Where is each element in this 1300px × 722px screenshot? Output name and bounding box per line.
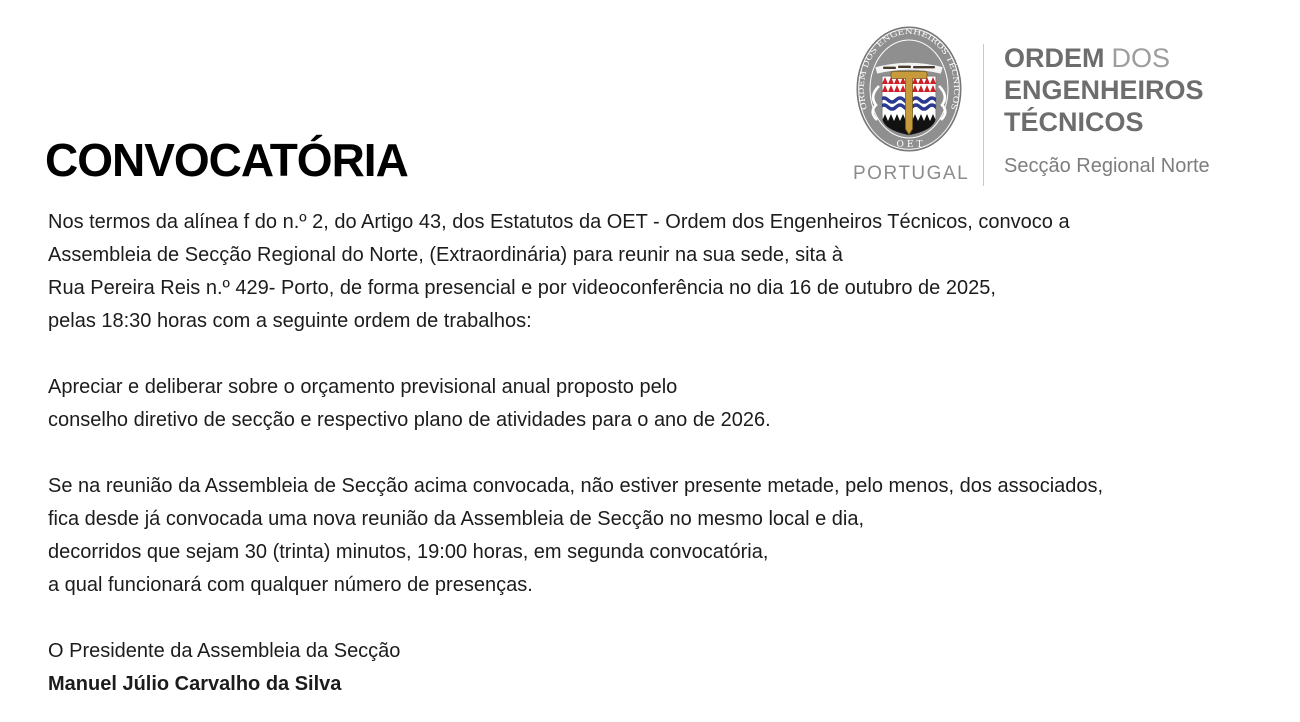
logo-divider xyxy=(983,44,984,186)
org-name-line-3: TÉCNICOS xyxy=(1004,107,1144,137)
org-logo xyxy=(853,26,1210,186)
org-name-line-2: ENGENHEIROS xyxy=(1004,75,1204,105)
body-line: conselho diretivo de secção e respectivo plano de atividades para o ano de 2026. xyxy=(48,409,771,431)
paragraph-2 xyxy=(48,371,1258,437)
paragraph-1 xyxy=(48,206,1258,338)
signature-name: Manuel Júlio Carvalho da Silva xyxy=(48,673,342,695)
org-name-light: DOS xyxy=(1111,43,1171,73)
org-seal-icon xyxy=(856,26,962,156)
body-line: Se na reunião da Assembleia de Secção acima convocada, não estiver presente metade, pelo menos, dos associados, xyxy=(48,475,1104,497)
org-name-block xyxy=(1004,26,1210,177)
signature-role: O Presidente da Assembleia da Secção xyxy=(48,640,401,662)
body-line: decorridos que sejam 30 (trinta) minutos, 19:00 horas, em segunda convocatória, xyxy=(48,541,769,563)
seal-acronym: OET xyxy=(896,140,926,150)
org-subtitle: Secção Regional Norte xyxy=(1004,155,1210,177)
seal-ring-text: ORDEM DOS ENGENHEIROS TÉCNICOS xyxy=(856,26,962,111)
body-line: fica desde já convocada uma nova reunião da Assembleia de Secção no mesmo local e dia, xyxy=(48,508,865,530)
body-line: Apreciar e deliberar sobre o orçamento previsional anual proposto pelo xyxy=(48,376,678,398)
body-line: pelas 18:30 horas com a seguinte ordem de trabalhos: xyxy=(48,310,532,332)
paragraph-3 xyxy=(48,470,1258,602)
seal-column xyxy=(853,26,970,185)
org-name-strong: ORDEM xyxy=(1004,43,1105,73)
document-body xyxy=(48,206,1258,701)
signature-block xyxy=(48,635,1258,701)
body-line: Rua Pereira Reis n.º 429- Porto, de forma presencial e por videoconferência no dia 16 de outubro de 2025, xyxy=(48,277,996,299)
body-line: a qual funcionará com qualquer número de presenças. xyxy=(48,574,533,596)
page-title: CONVOCATÓRIA xyxy=(45,134,408,186)
body-line: Assembleia de Secção Regional do Norte, (Extraordinária) para reunir na sua sede, sita à xyxy=(48,244,843,266)
org-name-line-1 xyxy=(1004,42,1210,74)
body-line: Nos termos da alínea f do n.º 2, do Artigo 43, dos Estatutos da OET - Ordem dos Engenheiros Técnicos, convoco a xyxy=(48,211,1070,233)
seal-country-label: PORTUGAL xyxy=(853,163,970,184)
